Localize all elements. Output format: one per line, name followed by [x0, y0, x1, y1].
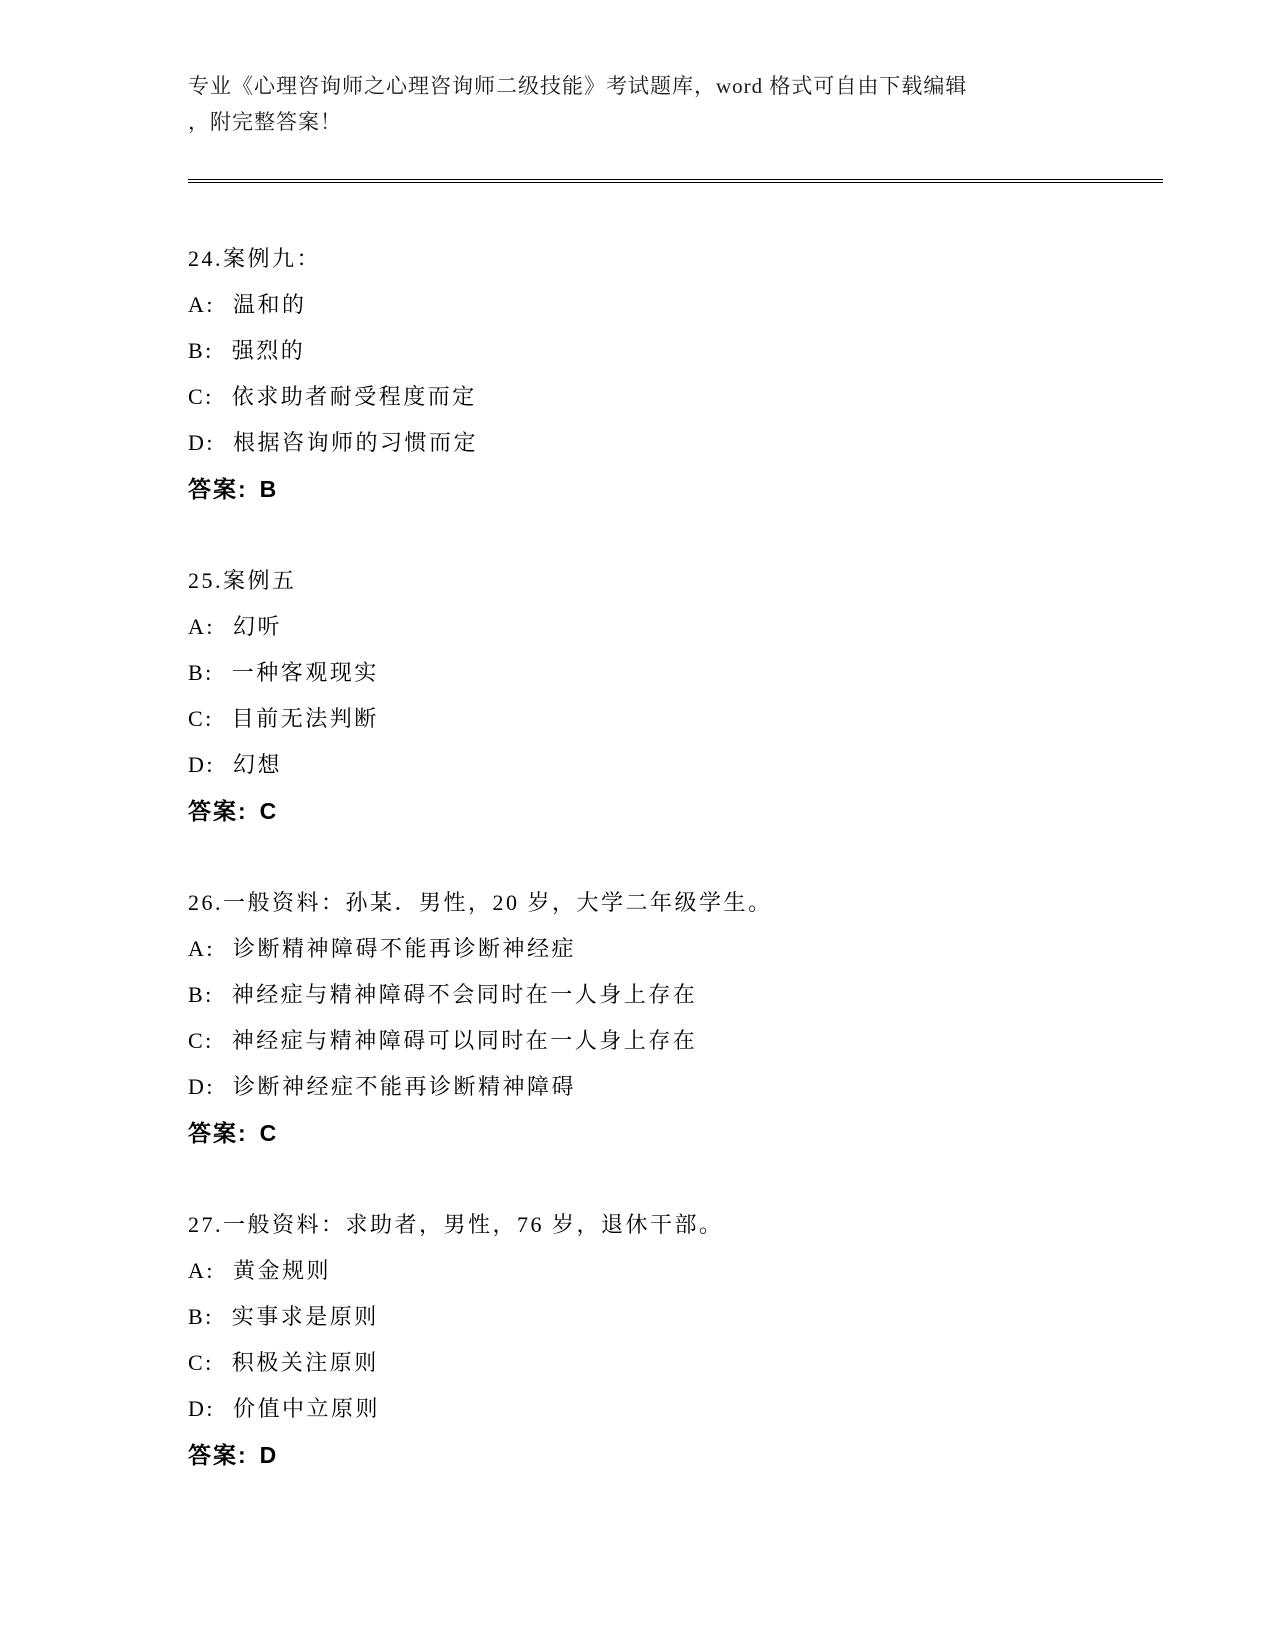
option-label: A:: [188, 614, 215, 639]
option-a: [188, 282, 1163, 328]
question-number: 26.: [188, 890, 223, 915]
question-number: 24.: [188, 246, 223, 271]
question-stem-text: 案例五: [223, 568, 297, 593]
option-label: B:: [188, 660, 214, 685]
option-d: [188, 1064, 1163, 1110]
option-b: [188, 972, 1163, 1018]
option-text: 温和的: [233, 292, 307, 317]
answer-value: C: [259, 798, 279, 824]
question-stem: [188, 880, 1163, 926]
question-stem-text: 一般资料：孙某．男性，20 岁，大学二年级学生。: [223, 890, 773, 915]
option-a: [188, 926, 1163, 972]
question-26: [188, 880, 1163, 1156]
option-label: B:: [188, 338, 214, 363]
option-text: 强烈的: [231, 338, 306, 363]
option-label: D:: [188, 1396, 215, 1421]
answer-line: [188, 788, 1163, 834]
option-text: 积极关注原则: [231, 1350, 379, 1375]
option-a: [188, 604, 1163, 650]
option-text: 实事求是原则: [231, 1304, 379, 1329]
question-27: [188, 1202, 1163, 1478]
option-label: A:: [188, 292, 215, 317]
option-label: C:: [188, 706, 214, 731]
answer-line: [188, 1432, 1163, 1478]
option-text: 神经症与精神障碍不会同时在一人身上存在: [231, 982, 698, 1007]
answer-label: 答案:: [188, 1120, 248, 1146]
question-stem: [188, 236, 1163, 282]
option-b: [188, 650, 1163, 696]
option-label: D:: [188, 430, 215, 455]
option-label: B:: [188, 982, 214, 1007]
answer-label: 答案:: [188, 798, 248, 824]
question-24: [188, 236, 1163, 512]
option-b: [188, 328, 1163, 374]
option-b: [188, 1294, 1163, 1340]
question-number: 25.: [188, 568, 223, 593]
questions-section: [188, 236, 1163, 1478]
question-stem: [188, 1202, 1163, 1248]
header-text-line1: 专业《心理咨询师之心理咨询师二级技能》考试题库，word 格式可自由下载编辑: [188, 74, 968, 98]
option-label: A:: [188, 1258, 215, 1283]
option-c: [188, 1340, 1163, 1386]
option-c: [188, 696, 1163, 742]
option-d: [188, 742, 1163, 788]
option-text: 神经症与精神障碍可以同时在一人身上存在: [231, 1028, 698, 1053]
option-label: B:: [188, 1304, 214, 1329]
answer-line: [188, 466, 1163, 512]
question-number: 27.: [188, 1212, 223, 1237]
option-label: C:: [188, 1350, 214, 1375]
page-header: [188, 68, 1163, 183]
answer-value: B: [259, 476, 279, 502]
option-c: [188, 374, 1163, 420]
option-label: D:: [188, 752, 215, 777]
option-text: 目前无法判断: [231, 706, 379, 731]
option-label: A:: [188, 936, 215, 961]
option-text: 诊断神经症不能再诊断精神障碍: [233, 1074, 577, 1099]
option-c: [188, 1018, 1163, 1064]
option-text: 幻想: [233, 752, 283, 777]
question-stem-text: 案例九：: [223, 246, 322, 271]
answer-value: C: [259, 1120, 279, 1146]
option-text: 幻听: [233, 614, 283, 639]
option-text: 黄金规则: [233, 1258, 332, 1283]
answer-label: 答案:: [188, 476, 248, 502]
question-25: [188, 558, 1163, 834]
answer-label: 答案:: [188, 1442, 248, 1468]
option-text: 根据咨询师的习惯而定: [233, 430, 479, 455]
option-label: C:: [188, 1028, 214, 1053]
option-d: [188, 420, 1163, 466]
option-a: [188, 1248, 1163, 1294]
option-text: 依求助者耐受程度而定: [231, 384, 477, 409]
option-text: 诊断精神障碍不能再诊断神经症: [233, 936, 577, 961]
option-text: 一种客观现实: [231, 660, 379, 685]
question-stem-text: 一般资料：求助者，男性，76 岁，退休干部。: [223, 1212, 724, 1237]
question-stem: [188, 558, 1163, 604]
option-label: C:: [188, 384, 214, 409]
option-text: 价值中立原则: [233, 1396, 381, 1421]
answer-value: D: [259, 1442, 279, 1468]
option-label: D:: [188, 1074, 215, 1099]
answer-line: [188, 1110, 1163, 1156]
header-text-line2: ，附完整答案！: [188, 110, 342, 134]
option-d: [188, 1386, 1163, 1432]
